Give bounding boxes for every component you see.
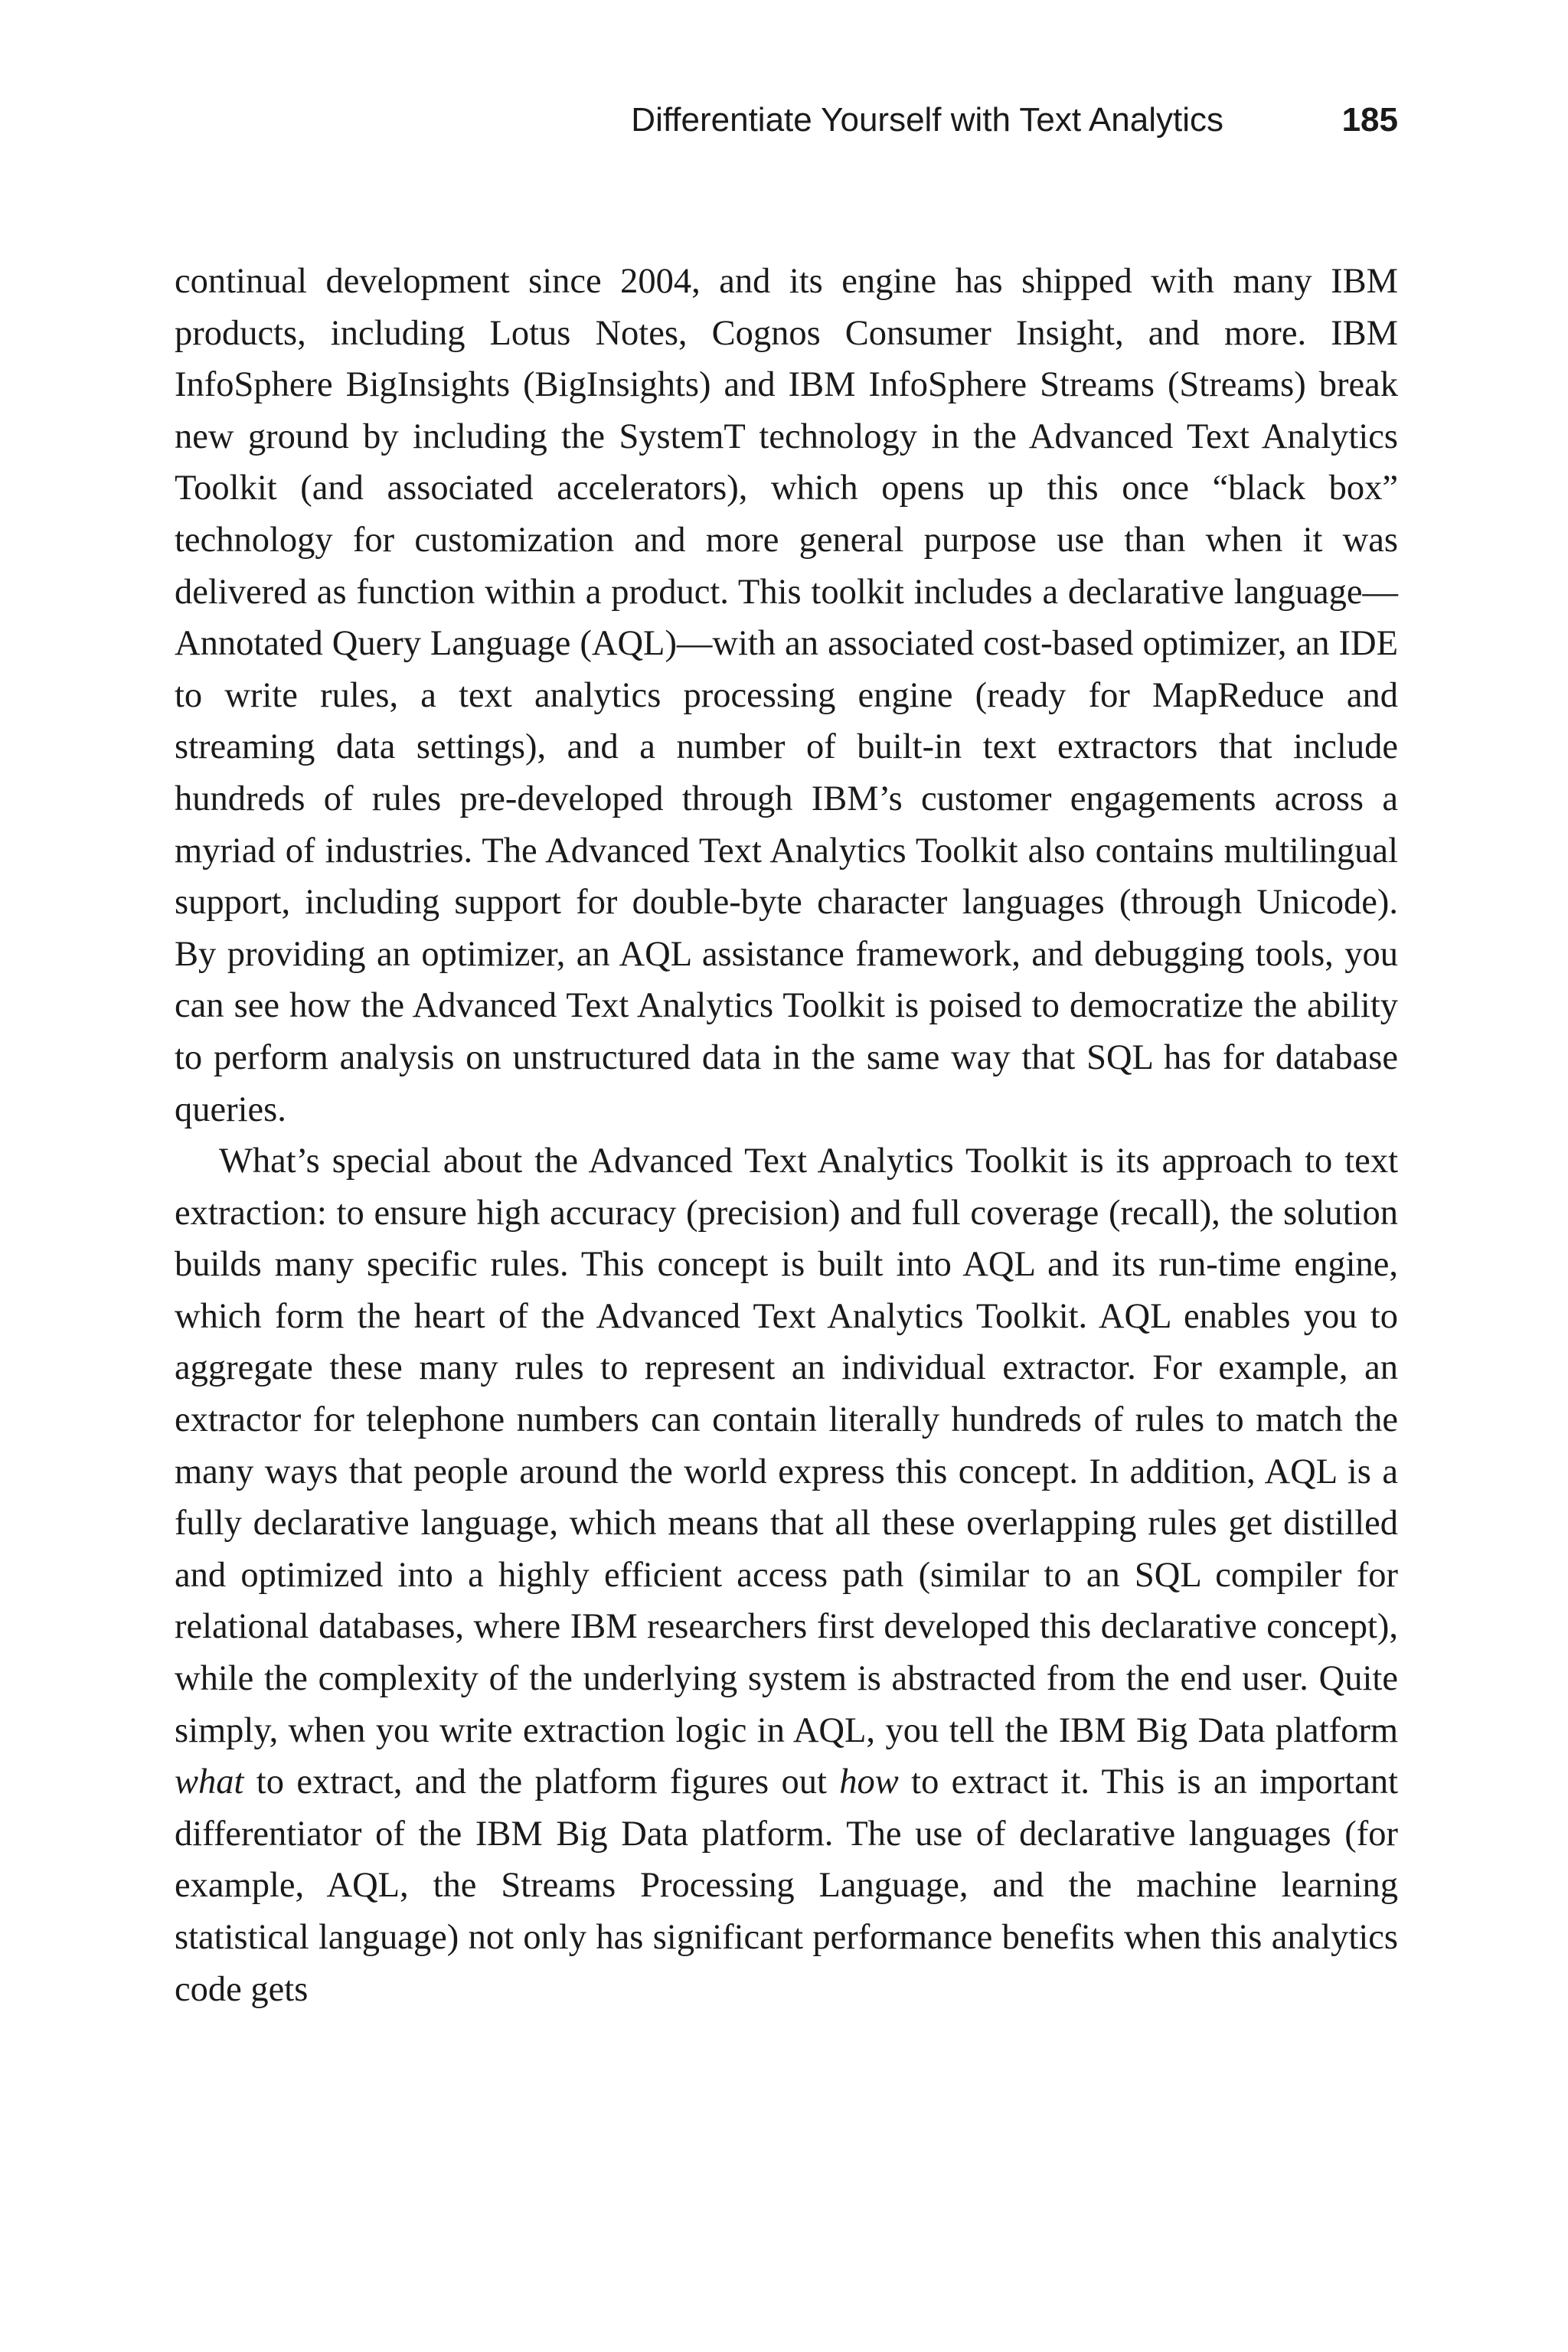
paragraph-1: continual development since 2004, and its engine has shipped with many IBM products, including Lotus Notes, Cognos Consumer Insight, and more. IBM InfoSphere BigInsights (BigInsights) and IBM InfoSphere Streams (Streams) break new ground by including the SystemT technology in the Advanced Text Analytics Toolkit (and associated accelerators), which opens up this once “black box” technology for customization and more general purpose use than when it was delivered as function within a product. This toolkit includes a declarative language—Annotated Query Language (AQL)—with an associated cost-based optimizer, an IDE to write rules, a text analytics processing engine (ready for MapReduce and streaming data settings), and a number of built-in text extractors that include hundreds of rules pre-developed through IBM’s customer engagements across a myriad of industries. The Advanced Text Analytics Toolkit also contains multilingual support, including support for double-byte character languages (through Unicode). By providing an optimizer, an AQL assistance framework, and debugging tools, you can see how the Advanced Text Analytics Toolkit is poised to democratize the ability to perform analysis on unstructured data in the same way that SQL has for database queries. (175, 262, 1398, 1129)
page-number: 185 (1341, 101, 1398, 139)
paragraph-2-text-a: What’s special about the Advanced Text Analytics Toolkit is its approach to text extraction: to ensure high accuracy (precision) and full coverage (recall), the solution builds many specific rules. This concept is built into AQL and its run-time engine, which form the heart of the Advanced Text Analytics Toolkit. AQL enables you to aggregate these many rules to represent an individual extractor. For example, an extractor for telephone numbers can contain literally hundreds of rules to match the many ways that people around the world express this concept. In addition, AQL is a fully declarative language, which means that all these overlapping rules get distilled and optimized into a highly efficient access path (similar to an SQL compiler for relational databases, where IBM researchers first developed this declarative concept), while the complexity of the underlying system is abstracted from the end user. Quite simply, when you write extraction logic in AQL, you tell the IBM Big Data platform (175, 1142, 1398, 1750)
emphasis-how: how (839, 1762, 899, 1802)
emphasis-what: what (175, 1762, 244, 1802)
body-text (175, 256, 1398, 2015)
chapter-title: Differentiate Yourself with Text Analytics (631, 101, 1223, 139)
paragraph-2 (175, 1135, 1398, 2015)
paragraph-2-text-c: to extract it. This is an important differentiator of the IBM Big Data platform. The use of declarative languages (for example, AQL, the Streams Processing Language, and the machine learning statistical language) not only has significant performance benefits when this analytics code gets (175, 1762, 1399, 2009)
paragraph-2-text-b: to extract, and the platform figures out (243, 1762, 840, 1802)
running-header (536, 101, 1398, 147)
